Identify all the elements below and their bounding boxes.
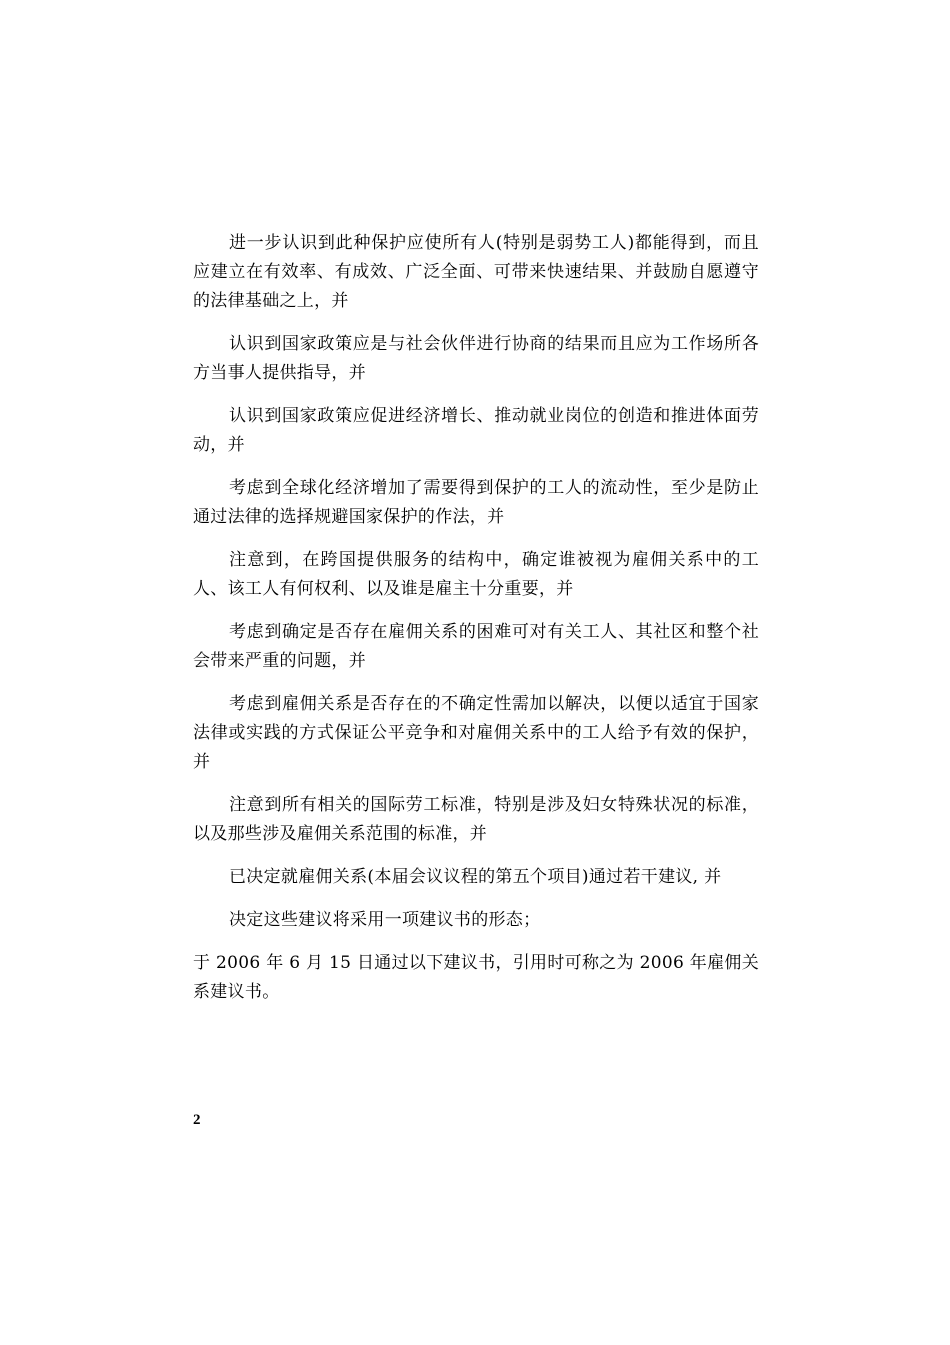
document-body: [193, 229, 759, 1021]
paragraph-4: 考虑到全球化经济增加了需要得到保护的工人的流动性，至少是防止通过法律的选择规避国家保护的作法，并: [193, 478, 759, 527]
paragraph-8: 注意到所有相关的国际劳工标准，特别是涉及妇女特殊状况的标准，以及那些涉及雇佣关系范围的标准，并: [193, 795, 759, 844]
paragraph-2: 认识到国家政策应是与社会伙伴进行协商的结果而且应为工作场所各方当事人提供指导，并: [193, 334, 759, 383]
paragraph-7: 考虑到雇佣关系是否存在的不确定性需加以解决，以便以适宜于国家法律或实践的方式保证公平竞争和对雇佣关系中的工人给予有效的保护，并: [193, 694, 759, 772]
paragraph-9: 已决定就雇佣关系(本届会议议程的第五个项目)通过若干建议, 并: [229, 867, 722, 887]
paragraph-6: 考虑到确定是否存在雇佣关系的困难可对有关工人、其社区和整个社会带来严重的问题，并: [193, 622, 759, 671]
final-paragraph: 于 2006 年 6 月 15 日通过以下建议书，引用时可称之为 2006 年雇佣关系建议书。: [193, 953, 759, 1002]
paragraph-10: 决定这些建议将采用一项建议书的形态；: [229, 910, 541, 930]
paragraph-1: 进一步认识到此种保护应使所有人(特别是弱势工人)都能得到，而且应建立在有效率、有成效、广泛全面、可带来快速结果、并鼓励自愿遵守的法律基础之上，并: [193, 233, 759, 311]
paragraph-5: 注意到，在跨国提供服务的结构中，确定谁被视为雇佣关系中的工人、该工人有何权利、以及谁是雇主十分重要，并: [193, 550, 759, 599]
paragraph-3: 认识到国家政策应促进经济增长、推动就业岗位的创造和推进体面劳动，并: [193, 406, 759, 455]
page-number: 2: [193, 1112, 201, 1128]
